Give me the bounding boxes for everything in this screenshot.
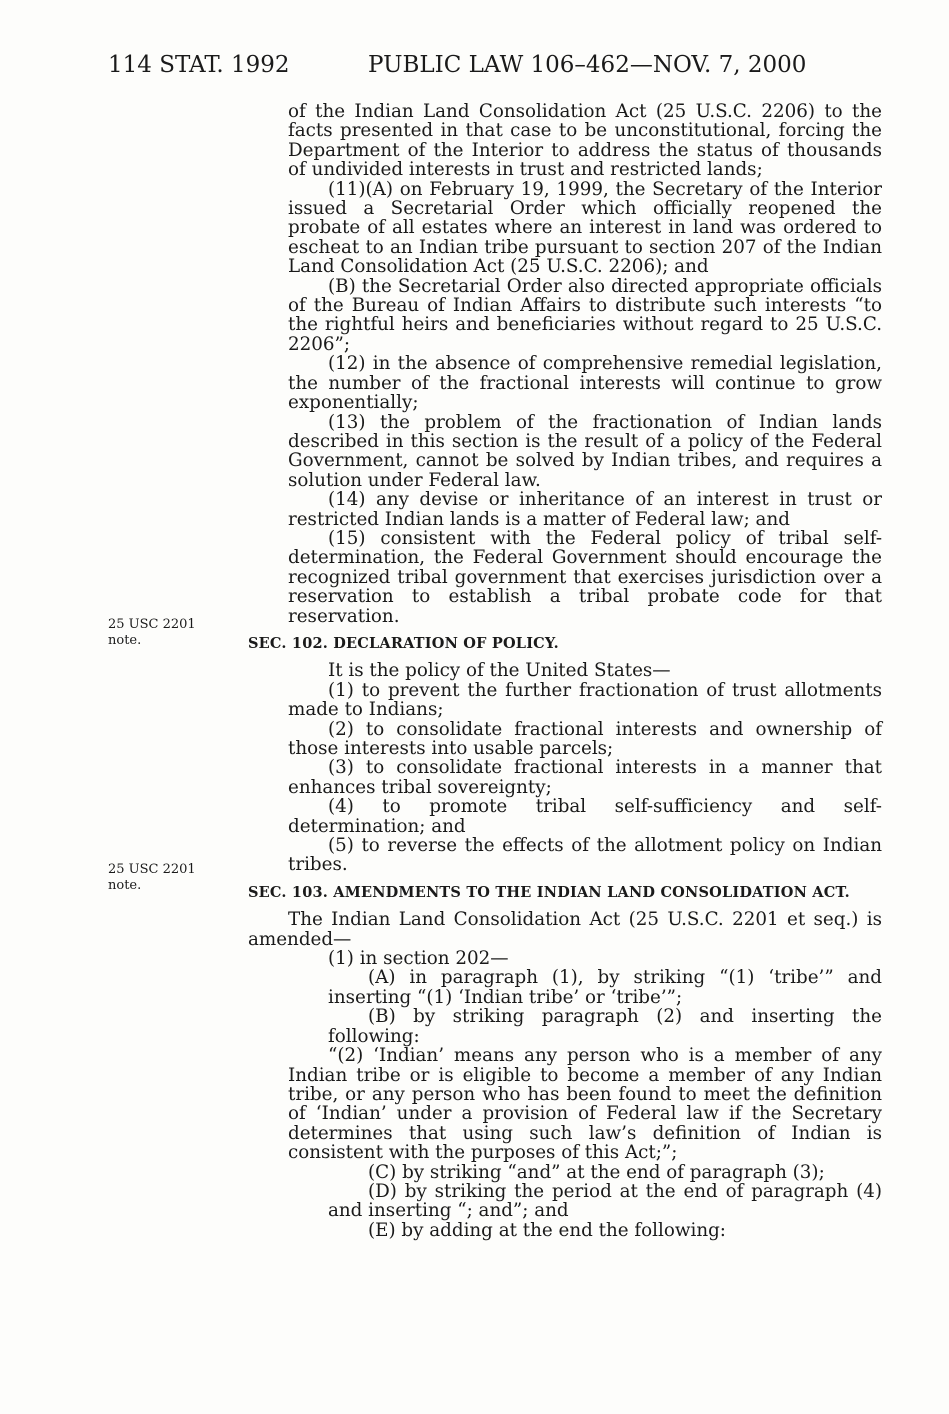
- body-text: [248, 101, 882, 1241]
- paragraph: (E) by adding at the end the following:: [368, 1219, 726, 1241]
- paragraph: (A) in paragraph (1), by striking “(1) ‘tribe’” and inserting “(1) ‘Indian tribe’ or ‘tribe’”;: [328, 967, 882, 1008]
- paragraph: (3) to consolidate fractional interests in a manner that enhances tribal sovereignty;: [288, 757, 882, 798]
- paragraph: (1) in section 202—: [328, 948, 509, 970]
- paragraph: (5) to reverse the effects of the allotment policy on Indian tribes.: [288, 835, 882, 876]
- paragraph: (1) to prevent the further fractionation of trust allotments made to Indians;: [288, 679, 882, 721]
- paragraph: It is the policy of the United States—: [328, 660, 671, 682]
- paragraph: (14) any devise or inheritance of an interest in trust or restricted Indian lands is a matter of Federal law; and: [288, 489, 882, 530]
- paragraph: (4) to promote tribal self-sufficiency and self-determination; and: [288, 796, 882, 837]
- public-law-citation: PUBLIC LAW 106–462—NOV. 7, 2000: [368, 52, 807, 78]
- paragraph: (13) the problem of the fractionation of Indian lands described in this section is the result of a policy of the Federal Government, cannot be solved by Indian tribes, and requires a solution under Federal law.: [288, 411, 882, 491]
- margin-note-sec-102: 25 USC 2201 note.: [108, 617, 196, 648]
- paragraph: “(2) ‘Indian’ means any person who is a member of any Indian tribe or is eligible to become a member of any Indian tribe, or any person who has been found to meet the definition of ‘Indian’ under a provision of Federal law if the Secretary determines that using such law’s definition of Indian is consistent with the purposes of this Act;”;: [288, 1045, 882, 1164]
- paragraph: (12) in the absence of comprehensive remedial legislation, the number of the fractional interests will continue to grow exponentially;: [288, 353, 882, 414]
- paragraph: of the Indian Land Consolidation Act (25 U.S.C. 2206) to the facts presented in that case to be unconstitutional, forcing the Department of the Interior to address the status of thousands of undivided interests in trust and restricted lands;: [288, 101, 882, 181]
- paragraph: (15) consistent with the Federal policy of tribal self-determination, the Federal Government should encourage the recognized tribal government that exercises jurisdiction over a reservation to establish a tribal probate code for that reservation.: [288, 527, 882, 627]
- paragraph: (B) by striking paragraph (2) and inserting the following:: [328, 1006, 882, 1047]
- paragraph: (2) to consolidate fractional interests and ownership of those interests into usable parcels;: [288, 718, 882, 759]
- section-heading-102: SEC. 102. DECLARATION OF POLICY.: [248, 634, 559, 652]
- page-header: [108, 52, 807, 78]
- section-heading-103: SEC. 103. AMENDMENTS TO THE INDIAN LAND CONSOLIDATION ACT.: [248, 883, 850, 901]
- paragraph: (D) by striking the period at the end of paragraph (4) and inserting “; and”; and: [328, 1180, 882, 1222]
- stat-page-number: 114 STAT. 1992: [108, 52, 290, 78]
- paragraph: (11)(A) on February 19, 1999, the Secretary of the Interior issued a Secretarial Order which officially reopened the probate of all estates where an interest in land was ordered to escheat to an Indian tribe pursuant to section 207 of the Indian Land Consolidation Act (25 U.S.C. 2206); and: [288, 178, 882, 278]
- paragraph: The Indian Land Consolidation Act (25 U.S.C. 2201 et seq.) is amended—: [248, 909, 882, 950]
- paragraph: (B) the Secretarial Order also directed appropriate officials of the Bureau of Indian Affairs to distribute such interests “to the rightful heirs and beneficiaries without regard to 25 U.S.C. 2206”;: [288, 275, 882, 355]
- paragraph: (C) by striking “and” at the end of paragraph (3);: [368, 1161, 825, 1183]
- margin-note-sec-103: 25 USC 2201 note.: [108, 862, 196, 893]
